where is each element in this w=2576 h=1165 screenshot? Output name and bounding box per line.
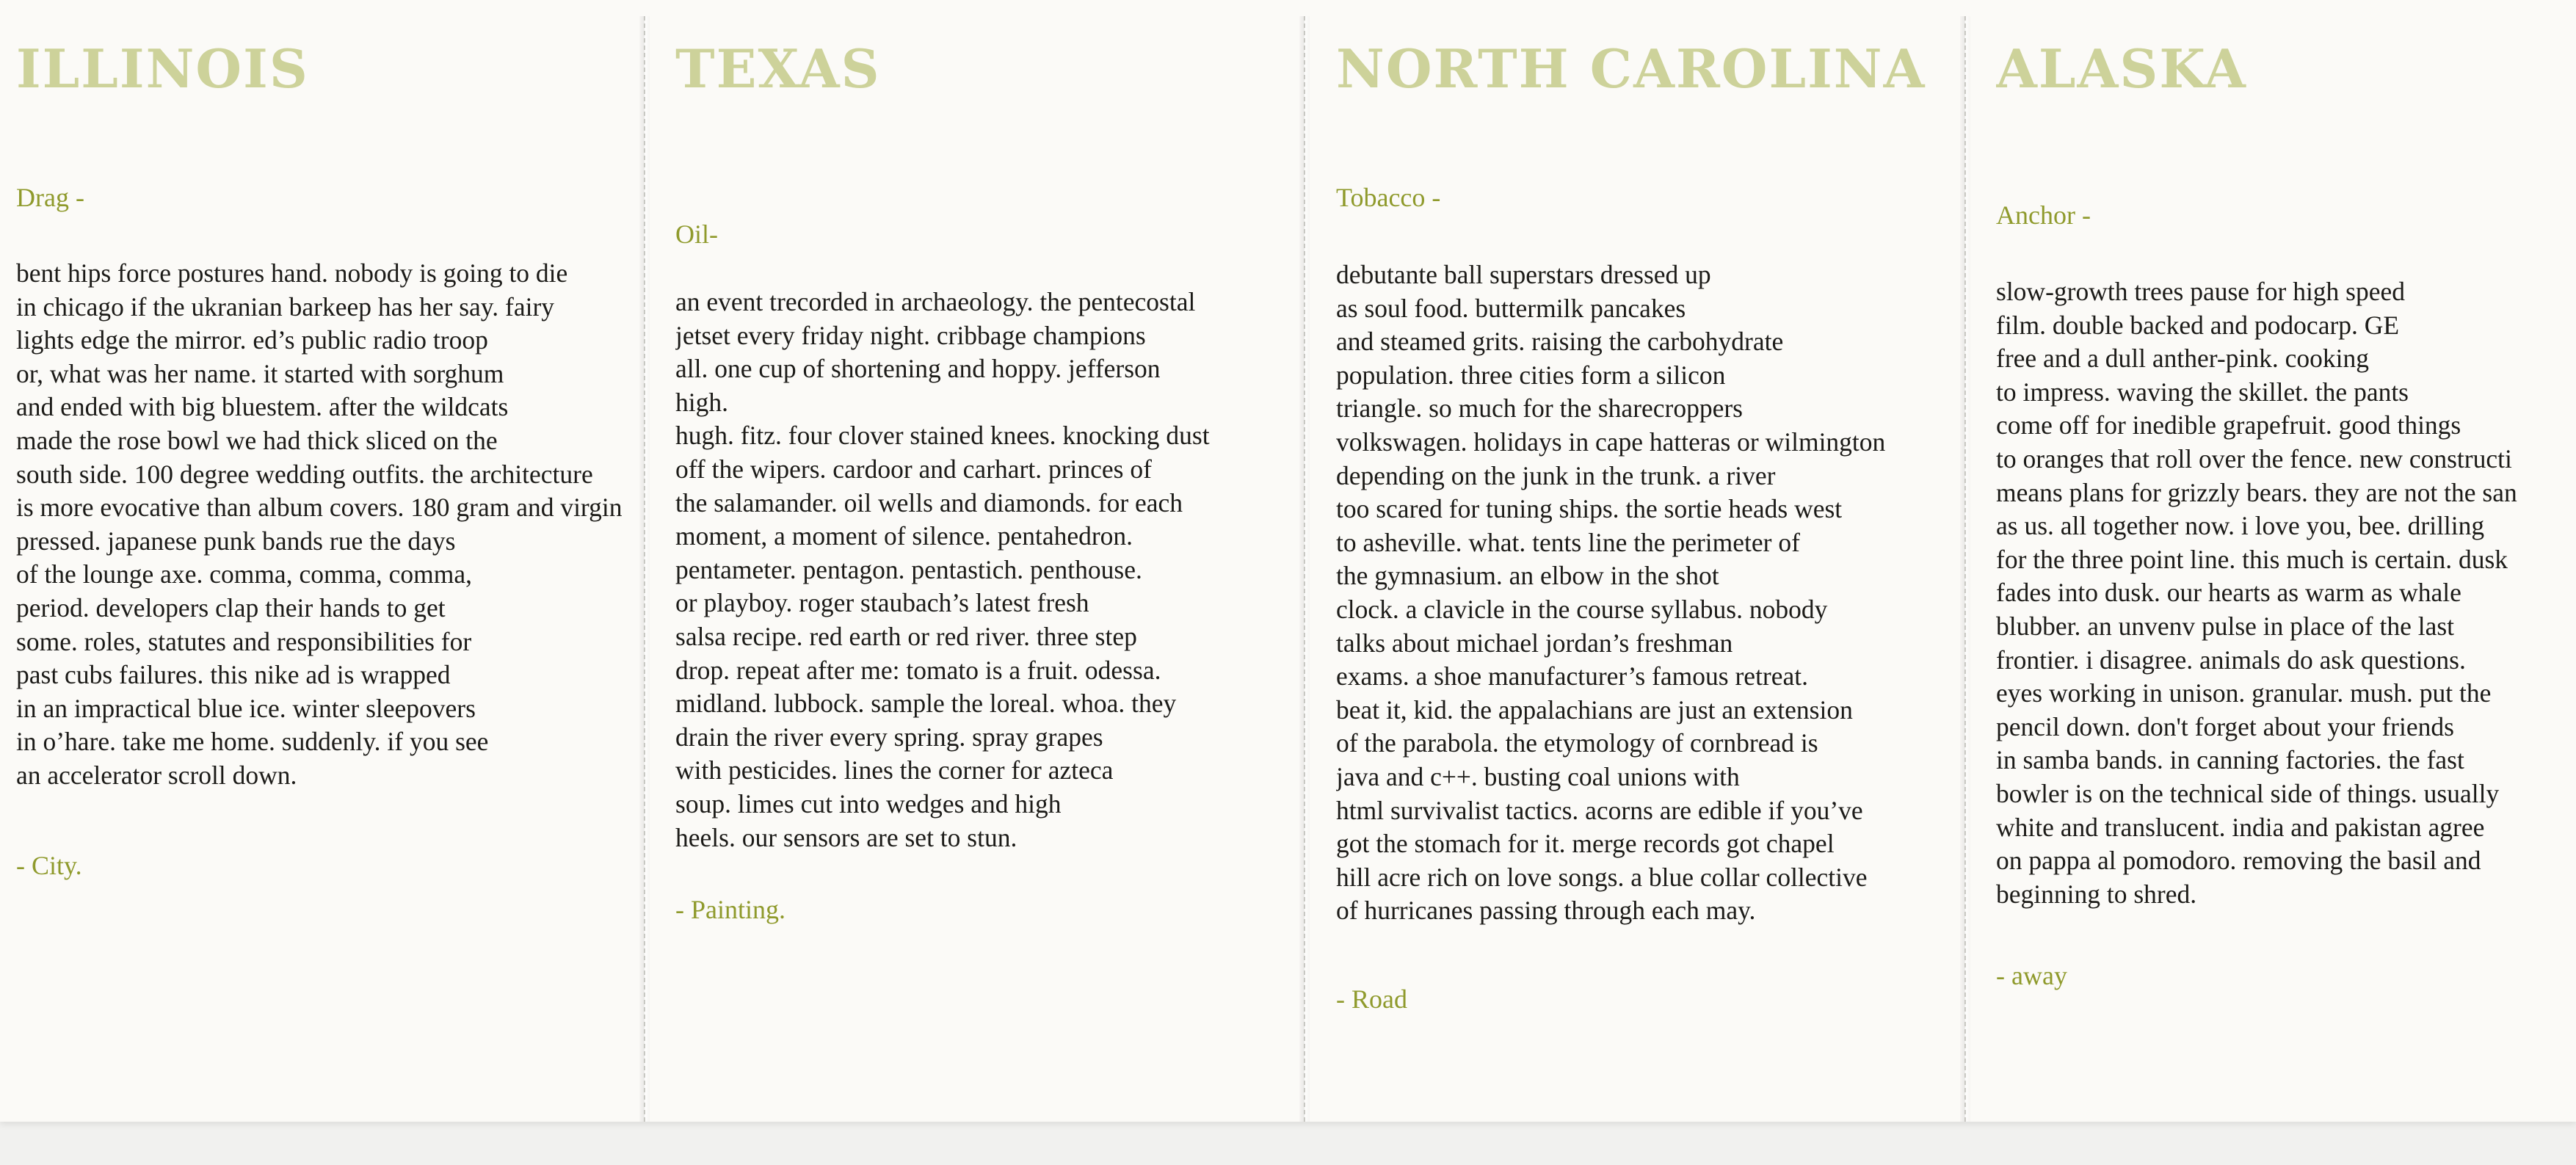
poem-line: of hurricanes passing through each may. — [1336, 896, 1756, 926]
poem-line: film. double backed and podocarp. GE — [1996, 310, 2400, 340]
word-bottom: - Road — [1336, 984, 1407, 1014]
poem-line: hugh. fitz. four clover stained knees. knocking dust — [675, 421, 1210, 451]
word-bottom: - away — [1996, 961, 2067, 990]
poem-line: slow-growth trees pause for high speed — [1996, 277, 2406, 306]
poem-line: in samba bands. in canning factories. the fast — [1996, 745, 2464, 775]
poem-line: an event trecorded in archaeology. the pentecostal — [675, 287, 1196, 316]
poem-line: on pappa al pomodoro. removing the basil and — [1996, 846, 2481, 876]
poem-line: fades into dusk. our hearts as warm as whale — [1996, 578, 2461, 608]
poem-text — [16, 257, 622, 793]
poem-line: all. one cup of shortening and hoppy. jefferson — [675, 354, 1161, 384]
word-top: Drag - — [16, 183, 84, 212]
poem-line: an accelerator scroll down. — [16, 760, 297, 790]
state-title: ALASKA — [1996, 37, 2247, 100]
poem-line: pencil down. don't forget about your friends — [1996, 711, 2454, 741]
poem-line: free and a dull anther-pink. cooking — [1996, 344, 2369, 374]
poem-line: triangle. so much for the sharecroppers — [1336, 393, 1743, 424]
poem-line: moment, a moment of silence. pentahedron. — [675, 521, 1133, 551]
poem-line: hill acre rich on love songs. a blue collar collective — [1336, 862, 1868, 892]
poem-line: or playboy. roger staubach’s latest fresh — [675, 588, 1089, 618]
state-title: NORTH CAROLINA — [1336, 37, 1926, 100]
poem-line: or, what was her name. it started with sorghum — [16, 358, 504, 388]
poem-line: clock. a clavicle in the course syllabus. nobody — [1336, 594, 1828, 624]
poem-line: bent hips force postures hand. nobody is going to die — [16, 258, 568, 288]
poem-line: of the parabola. the etymology of cornbread is — [1336, 728, 1818, 758]
poem-line: and ended with big bluestem. after the wildcats — [16, 392, 509, 422]
poem-line: population. three cities form a silicon — [1336, 360, 1726, 390]
poem-line: means plans for grizzly bears. they are not the san — [1996, 477, 2517, 507]
poem-line: as us. all together now. i love you, bee. drilling — [1996, 511, 2485, 541]
poem-line: made the rose bowl we had thick sliced on the — [16, 425, 498, 455]
poem-line: high. — [675, 387, 728, 417]
state-title: ILLINOIS — [16, 37, 309, 100]
poem-line: midland. lubbock. sample the loreal. whoa. they — [675, 689, 1177, 719]
word-bottom: - City. — [16, 851, 82, 880]
poem-line: debutante ball superstars dressed up — [1336, 260, 1711, 289]
poem-line: to impress. waving the skillet. the pants — [1996, 377, 2409, 407]
panel-texas — [675, 0, 1336, 1122]
word-bottom: - Painting. — [675, 895, 786, 924]
poem-line: beat it, kid. the appalachians are just an extension — [1336, 694, 1853, 725]
poem-line: html survivalist tactics. acorns are edible if you’ve — [1336, 795, 1863, 825]
poem-line: java and c++. busting coal unions with — [1336, 761, 1740, 791]
poem-line: past cubs failures. this nike ad is wrapped — [16, 660, 451, 690]
poem-line: eyes working in unison. granular. mush. put the — [1996, 678, 2492, 708]
poem-line: with pesticides. lines the corner for azteca — [675, 755, 1114, 785]
poem-line: come off for inedible grapefruit. good things — [1996, 410, 2461, 440]
poem-line: talks about michael jordan’s freshman — [1336, 628, 1733, 658]
poem-line: blubber. an unvenv pulse in place of the last — [1996, 611, 2455, 641]
poem-line: too scared for tuning ships. the sortie heads west — [1336, 494, 1843, 524]
poem-line: to oranges that roll over the fence. new constructi — [1996, 443, 2512, 473]
poem-line: frontier. i disagree. animals do ask questions. — [1996, 645, 2466, 675]
poem-line: off the wipers. cardoor and carhart. princes of — [675, 454, 1152, 484]
poem-text — [1336, 258, 1885, 928]
poem-line: drop. repeat after me: tomato is a fruit. odessa. — [675, 655, 1161, 685]
poem-line: pentameter. pentagon. pentastich. penthouse. — [675, 554, 1142, 584]
poem-line: some. roles, statutes and responsibilities for — [16, 626, 472, 656]
poem-line: jetset every friday night. cribbage champions — [675, 320, 1146, 350]
poem-line: for the three point line. this much is certain. dusk — [1996, 544, 2508, 574]
poem-line: soup. limes cut into wedges and high — [675, 788, 1062, 819]
poem-line: and steamed grits. raising the carbohydrate — [1336, 327, 1784, 357]
poem-line: in o’hare. take me home. suddenly. if you see — [16, 727, 489, 757]
poem-line: pressed. japanese punk bands rue the days — [16, 526, 456, 556]
poem-line: in an impractical blue ice. winter sleepovers — [16, 693, 476, 723]
poem-line: the salamander. oil wells and diamonds. for each — [675, 487, 1183, 518]
word-top: Tobacco - — [1336, 183, 1441, 212]
poem-line: bowler is on the technical side of things. usually — [1996, 778, 2500, 808]
poem-line: lights edge the mirror. ed’s public radio troop — [16, 325, 488, 355]
panel-north-carolina — [1336, 0, 1997, 1122]
poem-line: is more evocative than album covers. 180 gram and virgin — [16, 493, 623, 523]
poem-line: heels. our sensors are set to stun. — [675, 822, 1017, 852]
poem-line: got the stomach for it. merge records got chapel — [1336, 829, 1835, 859]
poem-line: of the lounge axe. comma, comma, comma, — [16, 559, 473, 589]
poem-text — [675, 286, 1210, 854]
state-title: TEXAS — [675, 37, 881, 100]
poem-line: drain the river every spring. spray grapes — [675, 722, 1103, 752]
poem-line: as soul food. buttermilk pancakes — [1336, 293, 1686, 323]
poem-line: in chicago if the ukranian barkeep has her say. fairy — [16, 291, 555, 322]
word-top: Oil- — [675, 219, 718, 249]
poem-line: to asheville. what. tents line the perimeter of — [1336, 527, 1800, 557]
panel-illinois — [16, 0, 677, 1122]
poem-line: period. developers clap their hands to get — [16, 592, 446, 623]
poem-line: white and translucent. india and pakistan agree — [1996, 812, 2485, 842]
poem-line: salsa recipe. red earth or red river. three step — [675, 621, 1137, 651]
poem-text — [1996, 275, 2517, 911]
word-top: Anchor - — [1996, 200, 2091, 230]
poem-line: volkswagen. holidays in cape hatteras or wilmington — [1336, 427, 1886, 457]
poem-line: exams. a shoe manufacturer’s famous retreat. — [1336, 661, 1809, 692]
poem-line: depending on the junk in the trunk. a river — [1336, 460, 1776, 490]
poem-line: beginning to shred. — [1996, 879, 2197, 909]
panel-alaska — [1996, 0, 2576, 1122]
poem-line: the gymnasium. an elbow in the shot — [1336, 561, 1719, 591]
poem-line: south side. 100 degree wedding outfits. the architecture — [16, 459, 593, 489]
